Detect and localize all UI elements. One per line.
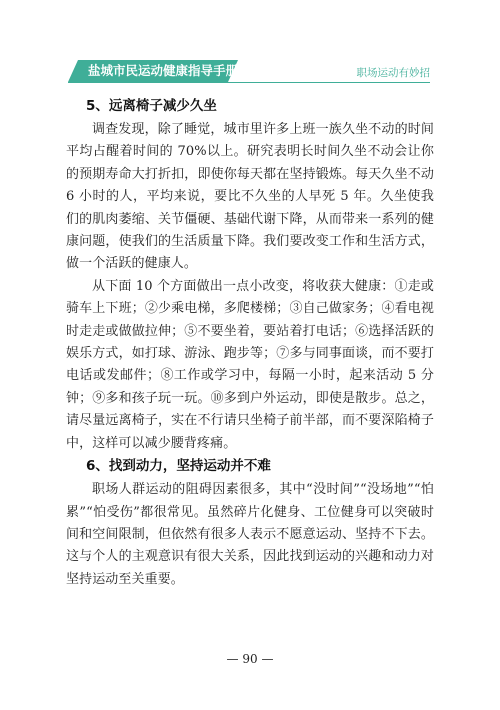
header-rule [68, 82, 430, 83]
paragraph-ten-changes: 从下面 10 个方面做出一点小改变，将收获大健康：①走或骑车上下班；②少乘电梯，多爬楼梯；③自己做家务；④看电视时走走或做做拉伸；⑤不要坐着，要站着打电话；⑥选择活跃的娱乐方式，如打球、游泳、跑步等；⑦多与同事面谈，而不要打电话或发邮件；⑧工作或学习中，每隔一小时，起来活动 5 分钟；⑨多和孩子玩一玩。⑩多到户外运动，即使是散步。总之，请尽量远离椅子，实在不行请只坐椅子前半部，而不要深陷椅子中，这样可以减少腰背疼痛。 [66, 278, 434, 451]
page-number: — 90 — [226, 652, 274, 666]
paragraph-sitting: 调查发现，除了睡觉，城市里许多上班一族久坐不动的时间平均占醒着时间的 70%以上。研究表明长时间久坐不动会让你的预期寿命大打折扣，即使你每天都在坚持锻炼。每天久坐不动 6 小时的人，平均来说，要比不久坐的人早死 5 年。久坐使我们的肌肉萎缩、关节僵硬、基础代谢下降，从而带来一系列的健康问题，使我们的生活质量下降。我们要改变工作和生活方式，做一个活跃的健康人。 [66, 122, 434, 272]
page-header [0, 0, 500, 100]
page-content [66, 95, 434, 591]
banner-title: 盐城市民运动健康指导手册 [88, 63, 239, 78]
section-heading-6: 6、找到动力，坚持运动并不难 [86, 458, 271, 475]
section-heading-5: 5、远离椅子减少久坐 [86, 98, 217, 114]
paragraph-motivation: 职场人群运动的阻碍因素很多，其中“没时间”“没场地”“怕累”“怕受伤”都很常见。虽然碎片化健身、工位健身可以突破时间和空间限制，但依然有很多人表示不愿意运动、坚持不下去。这与个人的主观意识有很大关系，因此找到运动的兴趣和动力对坚持运动至关重要。 [66, 482, 434, 587]
section-label: 职场运动有妙招 [356, 67, 430, 79]
